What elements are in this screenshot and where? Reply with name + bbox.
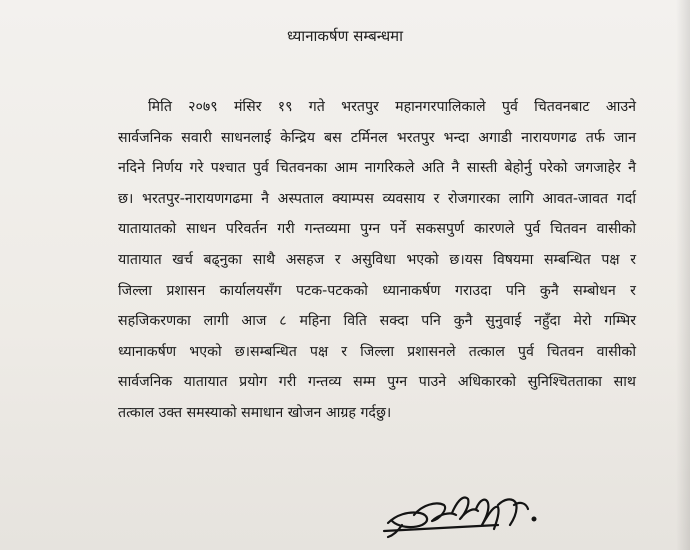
signature-icon — [378, 485, 548, 541]
document-body — [118, 92, 636, 429]
body-line: जिल्ला प्रशासन कार्यालयसँग पटक-पटकको ध्यानाकर्षण गराउदा पनि कुनै सम्बोधन र — [118, 282, 636, 299]
body-line: यातायातको साधन परिवर्तन गरी गन्तव्यमा पुग्न पर्ने सकसपुर्ण कारणले पुर्व चितवन वासीको — [118, 221, 636, 238]
body-line: तत्काल उक्त समस्याको समाधान खोजन आग्रह गर्दछु। — [118, 404, 392, 421]
body-line: सहजिकरणका लागी आज ८ महिना विति सक्दा पनि कुनै सुनुवाई नहुँदा मेरो गम्भिर — [118, 313, 636, 330]
body-line: नदिने निर्णय गरे पश्चात पुर्व चितवनका आम नागरिकले अति नै सास्ती बेहोर्नु परेको जगजाहेर नै — [118, 160, 636, 177]
body-line: छ। भरतपुर-नारायणगढमा नै अस्पताल क्याम्पस व्यवसाय र रोजगारका लागि आवत-जावत गर्दा — [118, 190, 636, 207]
body-line: सार्वजनिक सवारी साधनलाई केन्द्रिय बस टर्मिनल भरतपुर भन्दा अगाडी नारायणगढ तर्फ जान — [118, 129, 636, 146]
body-line: सार्वजनिक यातायात प्रयोग गरी गन्तव्य सम्म पुग्न पाउने अधिकारको सुनिश्चितताका साथ — [118, 374, 636, 391]
body-line: मिति २०७९ मंसिर १९ गते भरतपुर महानगरपालिकाले पुर्व चितवनबाट आउने — [148, 99, 636, 115]
document-title: ध्यानाकर्षण सम्बन्धमा — [286, 27, 404, 45]
page-shadow — [676, 0, 690, 550]
body-line: ध्यानाकर्षण भएको छ।सम्बन्धित पक्ष र जिल्ला प्रशासनले तत्काल पुर्व चितवन वासीको — [118, 343, 636, 360]
body-line: यातायात खर्च बढ्नुका साथै असहज र असुविधा भएको छ।यस विषयमा सम्बन्धित पक्ष र — [118, 251, 636, 268]
